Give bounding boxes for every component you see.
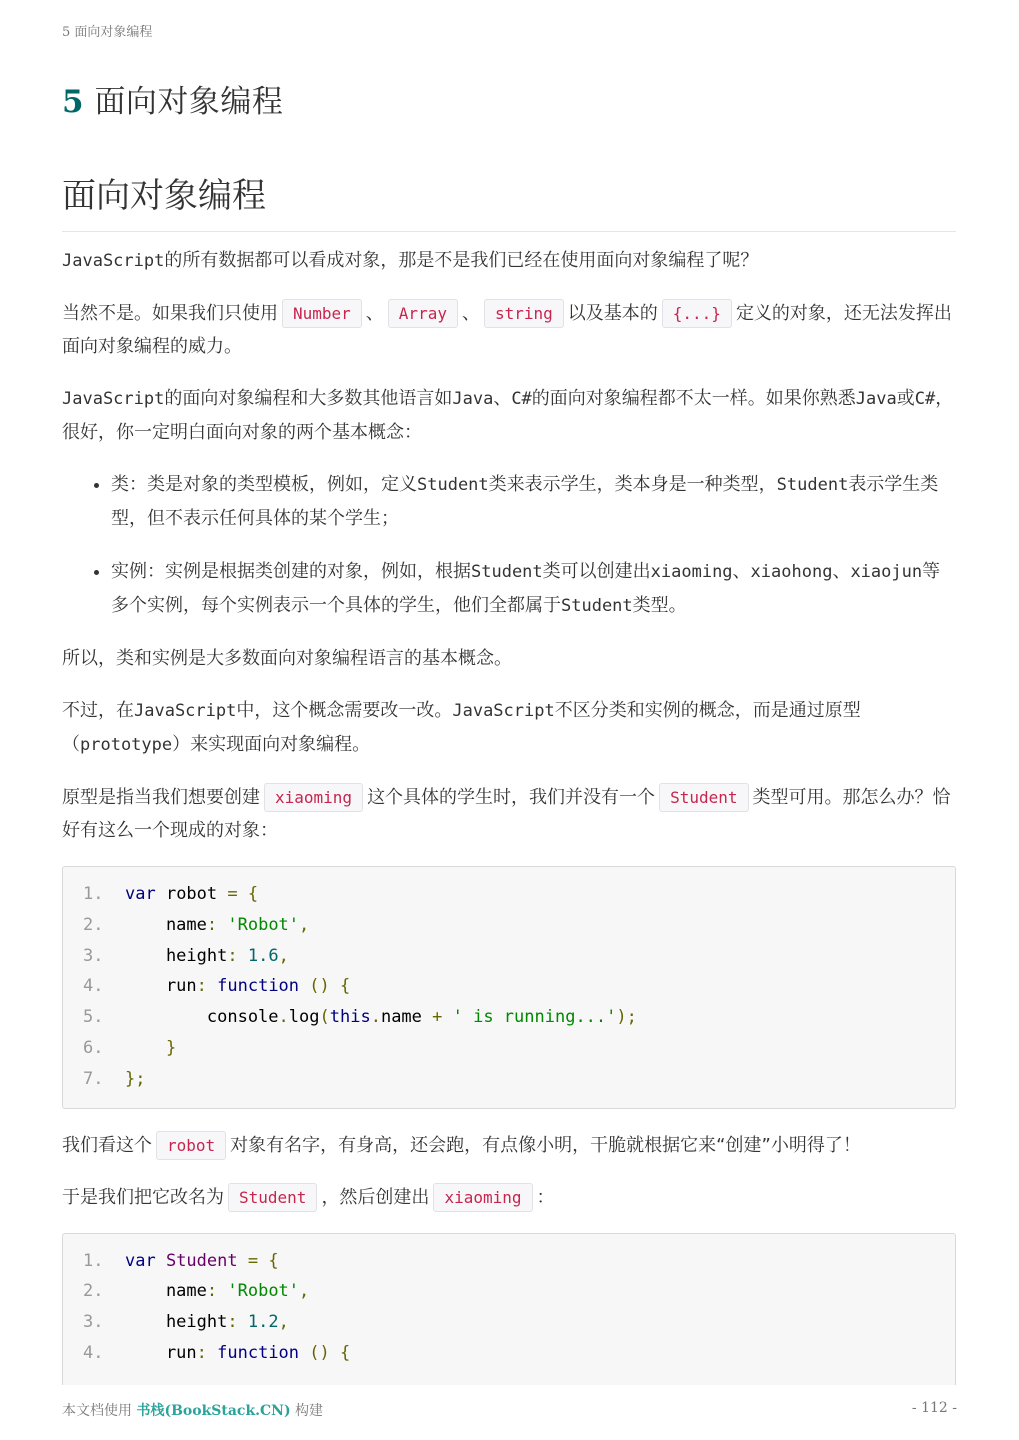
code-line xyxy=(83,941,935,972)
text-span: 不过，在 xyxy=(62,700,134,721)
code-token: : xyxy=(196,1342,218,1363)
code-token: , xyxy=(299,1281,310,1302)
line-number: 1. xyxy=(83,884,104,904)
text-span: xiaohong xyxy=(750,562,833,582)
text-span: ： xyxy=(536,1186,555,1208)
inline-code-number: Number xyxy=(282,299,362,328)
code-token: function xyxy=(217,1342,300,1363)
text-span: Java xyxy=(452,389,494,409)
code-line xyxy=(83,910,935,941)
text-span: 的面向对象编程都不太一样。如果你熟悉 xyxy=(531,388,856,409)
text-span: 类型可用。那怎么办？恰好有这么一个现成的对象： xyxy=(62,787,951,841)
code-token: : xyxy=(227,945,248,966)
code-token: ); xyxy=(616,1007,637,1028)
text-span: 类可以创建出 xyxy=(542,561,651,582)
paragraph-prototype-example xyxy=(62,781,956,847)
code-token: . xyxy=(278,1007,289,1028)
text-span: Java xyxy=(855,389,897,409)
page-number: - 112 - xyxy=(911,1400,957,1416)
paragraph-rename xyxy=(62,1181,956,1214)
code-token: console xyxy=(125,1007,279,1028)
line-number: 2. xyxy=(83,914,104,935)
concept-list xyxy=(62,468,956,623)
inline-code-object-literal: {...} xyxy=(662,299,732,328)
text-span: 定义的对象，还无法发挥出面向对象编程的威力。 xyxy=(62,303,952,357)
text-span: 的面向对象编程和大多数其他语言如 xyxy=(164,388,453,409)
text-span: Student xyxy=(561,596,633,616)
code-line xyxy=(83,1002,935,1033)
text-span: 当然不是。如果我们只使用 xyxy=(62,303,278,324)
text-span: JavaScript xyxy=(62,389,165,409)
list-item-instance xyxy=(111,555,956,623)
code-line xyxy=(83,1338,935,1369)
code-token: height xyxy=(125,945,228,966)
code-token: }; xyxy=(125,1068,146,1089)
code-token: = { xyxy=(237,1250,279,1271)
code-line xyxy=(83,1033,935,1064)
chapter-title-text: 面向对象编程 xyxy=(94,84,284,120)
text-span: 实例：实例是根据类创建的对象，例如，根据 xyxy=(111,561,471,582)
article-body xyxy=(62,244,956,1405)
code-token: name xyxy=(125,1281,207,1302)
code-token: , xyxy=(299,914,310,935)
code-token: 'Robot' xyxy=(227,914,300,935)
line-number: 2. xyxy=(83,1281,104,1302)
text-span: 、 xyxy=(732,561,751,582)
text-span: Student xyxy=(417,475,489,495)
page-footer xyxy=(62,1400,957,1420)
code-token: + xyxy=(421,1007,453,1028)
code-line xyxy=(83,1276,935,1307)
code-token: log xyxy=(288,1007,320,1028)
code-token: : xyxy=(206,1281,228,1302)
code-token: 'Robot' xyxy=(227,1281,300,1302)
inline-code-robot: robot xyxy=(156,1131,226,1160)
text-span: xiaoming xyxy=(650,562,733,582)
text-span: 、 xyxy=(832,561,851,582)
code-token: . xyxy=(370,1007,381,1028)
code-token: : xyxy=(227,1312,248,1333)
code-token: , xyxy=(278,1312,289,1333)
paragraph-comparison xyxy=(62,382,956,449)
line-number: 5. xyxy=(83,1007,104,1028)
text-span: ，很好，你一定明白面向对象的两个基本概念： xyxy=(62,388,954,443)
text-span: 、 xyxy=(461,303,480,324)
text-span: 的所有数据都可以看成对象，那是不是我们已经在使用面向对象编程了呢？ xyxy=(164,250,759,271)
inline-code-xiaoming: xiaoming xyxy=(433,1183,532,1212)
line-number: 3. xyxy=(83,945,104,966)
text-span: JavaScript xyxy=(62,251,165,271)
code-line xyxy=(83,1307,935,1338)
code-token: () { xyxy=(299,976,351,997)
paragraph-types xyxy=(62,297,956,363)
inline-code-xiaoming: xiaoming xyxy=(264,783,363,812)
text-span: xiaojun xyxy=(850,562,923,582)
code-line xyxy=(83,971,935,1002)
text-span: 、 xyxy=(493,388,512,409)
text-span: Student xyxy=(776,475,849,495)
line-number: 1. xyxy=(83,1250,104,1271)
code-token: var xyxy=(125,884,156,904)
text-span: 类型。 xyxy=(632,595,687,616)
text-span: 等多个实例，每个实例表示一个具体的学生，他们全都属于 xyxy=(111,561,941,616)
code-token: robot xyxy=(155,884,218,904)
line-number: 7. xyxy=(83,1068,104,1089)
code-token: 1.2 xyxy=(247,1312,279,1333)
line-number: 4. xyxy=(83,1342,104,1363)
text-span: 不区分类和实例的概念，而是通过原型（ xyxy=(62,700,861,755)
text-span: 或 xyxy=(896,388,915,409)
code-token: name xyxy=(125,914,207,935)
inline-code-student: Student xyxy=(228,1183,317,1212)
code-token: name xyxy=(380,1007,422,1028)
code-token: run xyxy=(125,1342,197,1363)
paragraph-intro xyxy=(62,244,956,278)
footer-text: 构建 xyxy=(290,1403,324,1419)
text-span: 对象有名字，有身高，还会跑，有点像小明，干脆就根据它来“创建”小明得了！ xyxy=(230,1134,861,1156)
inline-code-student: Student xyxy=(659,783,748,812)
paragraph-summary: 所以，类和实例是大多数面向对象编程语言的基本概念。 xyxy=(62,648,512,669)
code-token: 1.6 xyxy=(247,945,279,966)
text-span: 中，这个概念需要改一改。 xyxy=(236,700,453,721)
code-token: : xyxy=(196,976,218,997)
text-span: 、 xyxy=(365,303,384,324)
code-token: height xyxy=(125,1312,228,1333)
code-token: () { xyxy=(299,1342,351,1363)
running-header: 5 面向对象编程 xyxy=(62,25,153,40)
text-span: ）来实现面向对象编程。 xyxy=(172,734,371,755)
code-token: ' is running...' xyxy=(452,1007,617,1028)
footer-text: 本文档使用 xyxy=(62,1403,137,1419)
text-span: prototype xyxy=(80,735,173,755)
chapter-title xyxy=(62,76,283,121)
inline-code-array: Array xyxy=(388,299,458,328)
section-title: 面向对象编程 xyxy=(62,168,956,232)
code-token: } xyxy=(125,1037,177,1058)
code-token: run xyxy=(125,976,197,997)
text-span: 我们看这个 xyxy=(62,1134,152,1156)
line-number: 3. xyxy=(83,1312,104,1333)
code-token: this xyxy=(329,1007,371,1028)
code-line xyxy=(83,1064,935,1095)
code-block-student xyxy=(62,1233,956,1385)
text-span: JavaScript xyxy=(134,701,237,721)
line-number: 4. xyxy=(83,976,104,997)
chapter-number: 5 xyxy=(62,84,85,120)
text-span: 这个具体的学生时，我们并没有一个 xyxy=(367,787,656,808)
text-span: JavaScript xyxy=(452,701,555,721)
code-block-robot xyxy=(62,866,956,1109)
text-span: 于是我们把它改名为 xyxy=(62,1186,224,1208)
paragraph-prototype xyxy=(62,694,956,762)
text-span: ，然后创建出 xyxy=(321,1186,430,1208)
list-item-class xyxy=(111,468,956,535)
code-line xyxy=(83,879,935,910)
text-span: C# xyxy=(511,389,532,409)
paragraph-robot xyxy=(62,1129,956,1162)
text-span: 原型是指当我们想要创建 xyxy=(62,787,260,808)
bookstack-link[interactable]: 书栈(BookStack.CN) xyxy=(136,1403,291,1419)
text-span: Student xyxy=(471,562,543,582)
code-token: , xyxy=(278,945,289,966)
code-token: ( xyxy=(319,1007,330,1028)
line-number: 6. xyxy=(83,1037,104,1058)
text-span: 类：类是对象的类型模板，例如，定义 xyxy=(111,474,417,495)
code-token: var xyxy=(125,1250,156,1271)
code-line xyxy=(83,1246,935,1277)
inline-code-string: string xyxy=(484,299,564,328)
code-token: : xyxy=(206,914,228,935)
code-token: function xyxy=(217,976,300,997)
code-token: = { xyxy=(217,884,259,904)
code-token: Student xyxy=(155,1250,238,1271)
text-span: 以及基本的 xyxy=(567,303,658,324)
text-span: C# xyxy=(914,389,936,409)
text-span: 表示学生类型，但不表示任何具体的某个学生； xyxy=(111,474,939,529)
text-span: 类来表示学生，类本身是一种类型， xyxy=(488,474,777,495)
